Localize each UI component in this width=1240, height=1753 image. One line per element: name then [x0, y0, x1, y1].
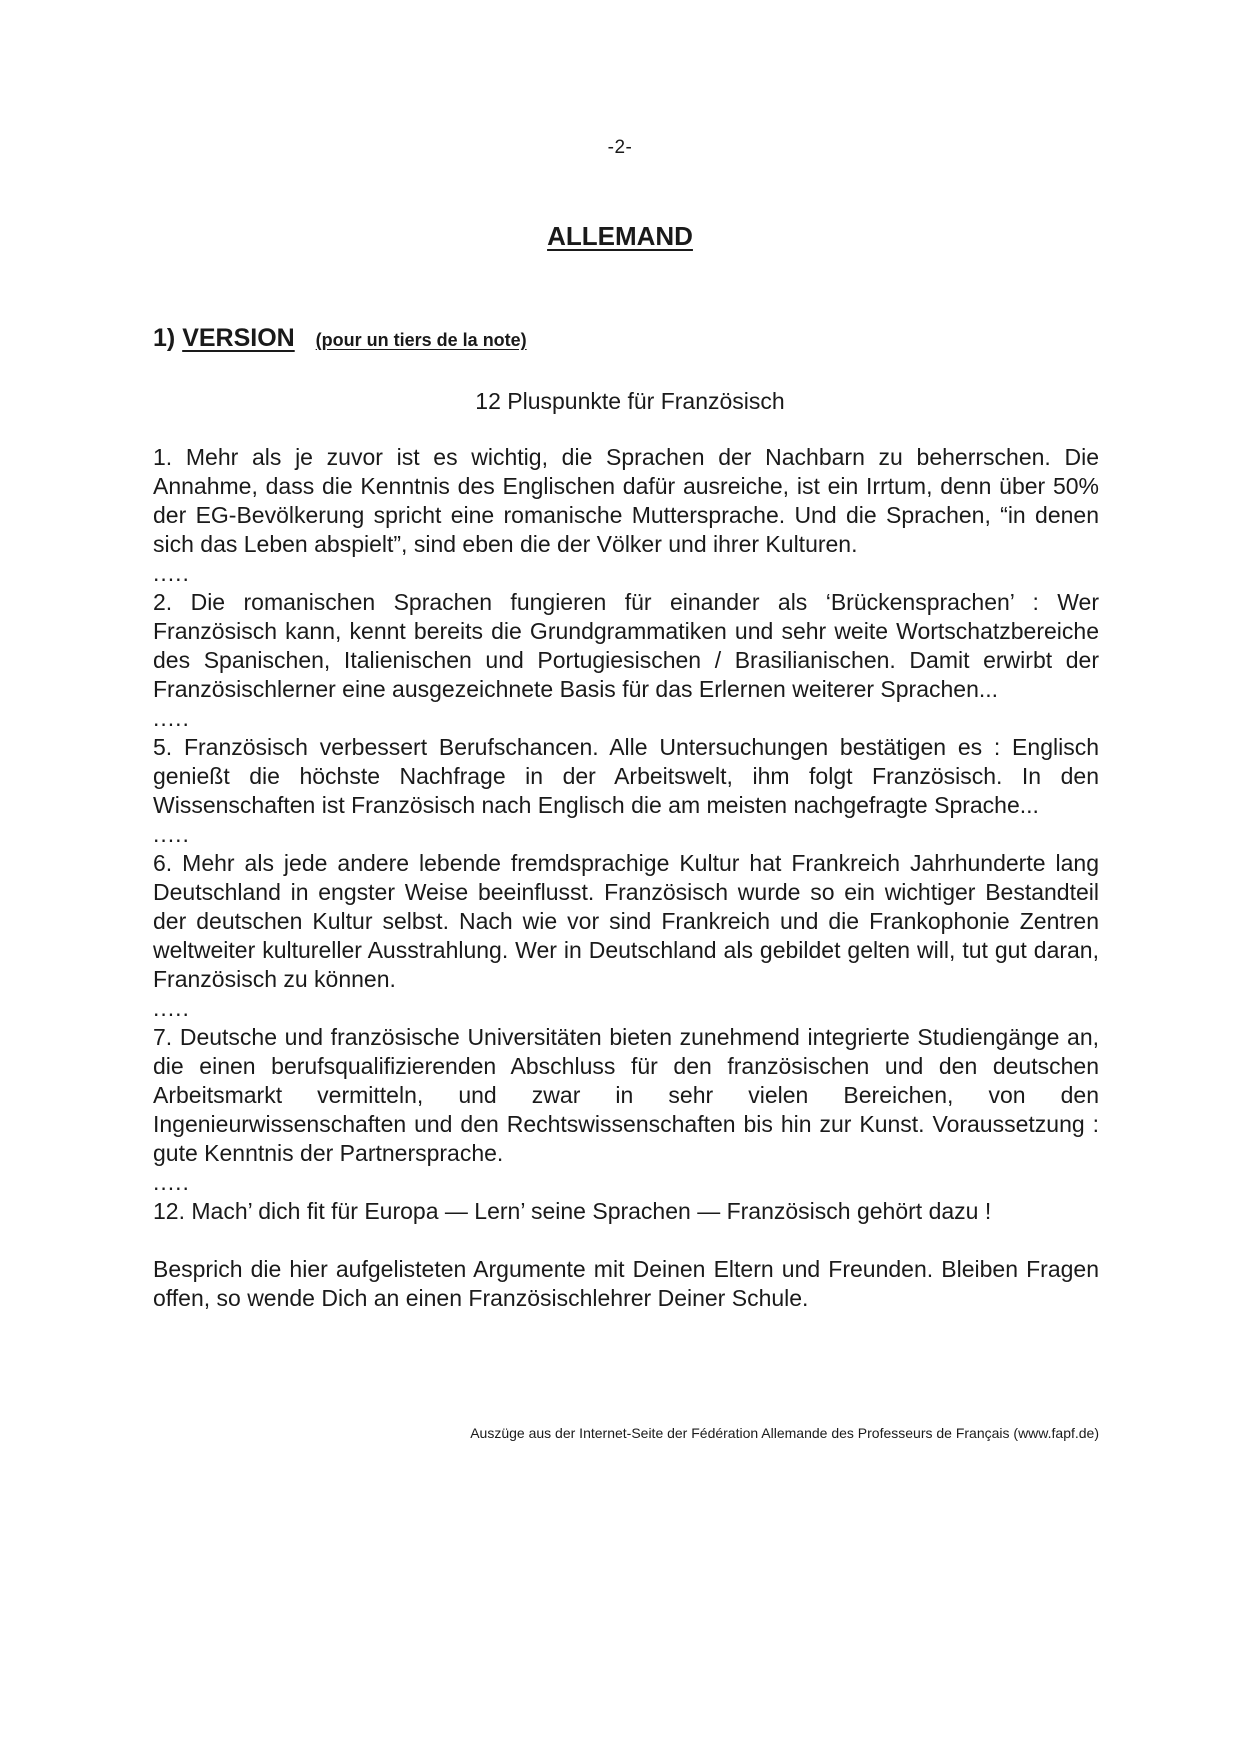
paragraph-6: 6. Mehr als jede andere lebende fremdsprachige Kultur hat Frankreich Jahrhunderte lang Deutschland in engster Weise beeinflusst. Französisch wurde so ein wichtiger Bestandteil der deutschen Kultur selbst. Nach wie vor sind Frankreich und die Frankophonie Zentren weltweiter kultureller Ausstrahlung. Wer in Deutschland als gebildet gelten will, tut gut daran, Französisch zu können.	[153, 850, 1099, 992]
page-number: -2-	[607, 137, 633, 158]
paragraph-1: 1. Mehr als je zuvor ist es wichtig, die Sprachen der Nachbarn zu beherrschen. Die Annahme, dass die Kenntnis des Englischen dafür ausreiche, ist ein Irrtum, denn über 50% der EG-Bevölkerung spricht eine romanische Muttersprache. Und die Sprachen, “in denen sich das Leben abspielt”, sind eben die der Völker und ihrer Kulturen.	[153, 444, 1099, 557]
ellipsis: .....	[153, 995, 190, 1021]
ellipsis: .....	[153, 1169, 190, 1195]
closing-paragraph: Besprich die hier aufgelisteten Argumente mit Deinen Eltern und Freunden. Bleiben Fragen offen, so wende Dich an einen Französischlehrer Deiner Schule.	[153, 1256, 1099, 1311]
paragraph-7: 7. Deutsche und französische Universitäten bieten zunehmend integrierte Studiengänge an, die einen berufsqualifizierenden Abschluss für den französischen und den deutschen Arbeitsmarkt vermitteln, und zwar in sehr vielen Bereichen, von den Ingenieurwissenschaften und den Rechtswissenschaften bis hin zur Kunst. Voraussetzung : gute Kenntnis der Partnersprache.	[153, 1024, 1099, 1166]
paragraph-2: 2. Die romanischen Sprachen fungieren für einander als ‘Brückensprachen’ : Wer Französisch kann, kennt bereits die Grundgrammatiken und sehr weite Wortschatzbereiche des Spanischen, Italienischen und Portugiesischen / Brasilianischen. Damit erwirbt der Französischlerner eine ausgezeichnete Basis für das Erlernen weiterer Sprachen...	[153, 589, 1099, 702]
page-title: ALLEMAND	[547, 221, 693, 251]
section-number: 1)	[153, 324, 176, 352]
section-heading	[153, 324, 527, 353]
ellipsis: .....	[153, 560, 190, 586]
paragraph-5: 5. Französisch verbessert Berufschancen. Alle Untersuchungen bestätigen es : Englisch genießt die höchste Nachfrage in der Arbeitswelt, ihm folgt Französisch. In den Wissenschaften ist Französisch nach Englisch die am meisten nachgefragte Sprache...	[153, 734, 1099, 818]
paragraph-12: 12. Mach’ dich fit für Europa — Lern’ seine Sprachen — Französisch gehört dazu !	[153, 1198, 992, 1224]
ellipsis: .....	[153, 705, 190, 731]
body-text	[153, 443, 1099, 1313]
section-note: (pour un tiers de la note)	[315, 330, 527, 350]
section-label: VERSION	[182, 324, 295, 352]
source-note: Auszüge aus der Internet-Seite der Fédération Allemande des Professeurs de Français (www.fapf.de)	[470, 1425, 1099, 1441]
text-title: 12 Pluspunkte für Französisch	[475, 388, 785, 414]
ellipsis: .....	[153, 821, 190, 847]
